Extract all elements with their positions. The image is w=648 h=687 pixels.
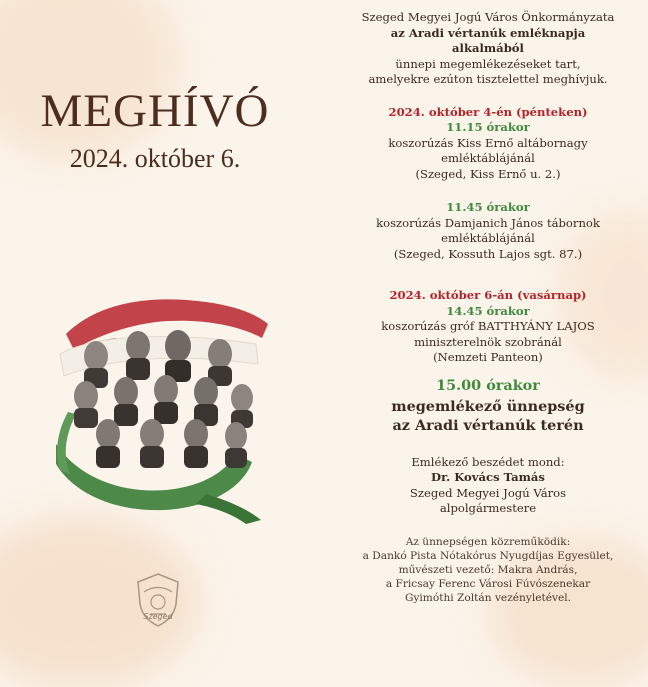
ribbon-green-tail: [196, 494, 261, 524]
portrait: [165, 330, 191, 382]
intro-line: amelyekre ezúton tisztelettel meghívjuk.: [368, 72, 608, 86]
credits-line: Gyimóthi Zoltán vezényletével.: [404, 591, 572, 604]
intro-line: az Aradi vértanúk emléknapja: [390, 25, 586, 40]
speaker-name: Dr. Kovács Tamás: [431, 470, 545, 484]
intro-line: alkalmából: [452, 41, 524, 55]
portrait: [184, 419, 208, 468]
day1-event2-line: koszorúzás Damjanich János tábornok: [376, 215, 600, 230]
speaker-role: alpolgármestere: [439, 501, 537, 515]
portrait: [96, 419, 120, 468]
day1-event2-time: 11.45 órakor: [446, 200, 530, 214]
day2-event2-line: az Aradi vértanúk terén: [392, 416, 584, 434]
portrait: [140, 419, 164, 468]
credits-line: a Dankó Pista Nótakórus Nyugdíjas Egyesület,: [362, 549, 614, 562]
day2-event1-line: miniszterelnök szobránál: [414, 334, 562, 349]
day2-event1-line: koszorúzás gróf BATTHYÁNY LAJOS: [381, 319, 595, 333]
martyrs-illustration: [56, 294, 276, 524]
credits-line: a Fricsay Ferenc Városi Fúvószenekar: [385, 577, 591, 590]
day2-event1-time: 14.45 órakor: [446, 303, 530, 318]
day1-event2-line: emléktáblájánál: [441, 231, 535, 245]
day1-date: 2024. október 4-én (pénteken): [388, 104, 588, 119]
portrait: [225, 422, 247, 468]
portrait: [154, 375, 178, 424]
event-date: 2024. október 6.: [69, 144, 241, 173]
speaker-role: Szeged Megyei Jogú Város: [409, 485, 567, 500]
crest-text: Szeged: [143, 612, 173, 621]
day2-event2-time: 15.00 órakor: [436, 376, 540, 394]
page-title: MEGHÍVÓ: [40, 85, 270, 137]
portrait: [74, 381, 98, 428]
day1-event1-line: koszorúzás Kiss Ernő altábornagy: [388, 135, 588, 150]
portrait: [114, 377, 138, 426]
day1-event2-line: (Szeged, Kossuth Lajos sgt. 87.): [393, 246, 583, 261]
invitation-text: [330, 10, 646, 605]
credits-line: Az ünnepségen közreműködik:: [405, 535, 571, 548]
speech-label: Emlékező beszédet mond:: [411, 454, 565, 469]
intro-line: ünnepi megemlékezéseket tart,: [395, 56, 581, 71]
day2-date: 2024. október 6-án (vasárnap): [389, 288, 587, 302]
portrait: [126, 331, 150, 380]
day1-event1-time: 11.15 órakor: [446, 120, 530, 134]
portrait: [84, 341, 108, 388]
szeged-crest-icon: [130, 570, 186, 630]
intro-line: Szeged Megyei Jogú Város Önkormányzata: [361, 10, 615, 24]
portrait: [194, 377, 218, 426]
day1-event1-line: emléktáblájánál: [441, 151, 535, 165]
credits-line: művészeti vezető: Makra András,: [398, 563, 578, 576]
portrait: [231, 384, 253, 428]
day2-event2-line: megemlékező ünnepség: [391, 397, 585, 415]
day2-event1-line: (Nemzeti Panteon): [433, 350, 543, 364]
day1-event1-line: (Szeged, Kiss Ernő u. 2.): [415, 166, 561, 181]
